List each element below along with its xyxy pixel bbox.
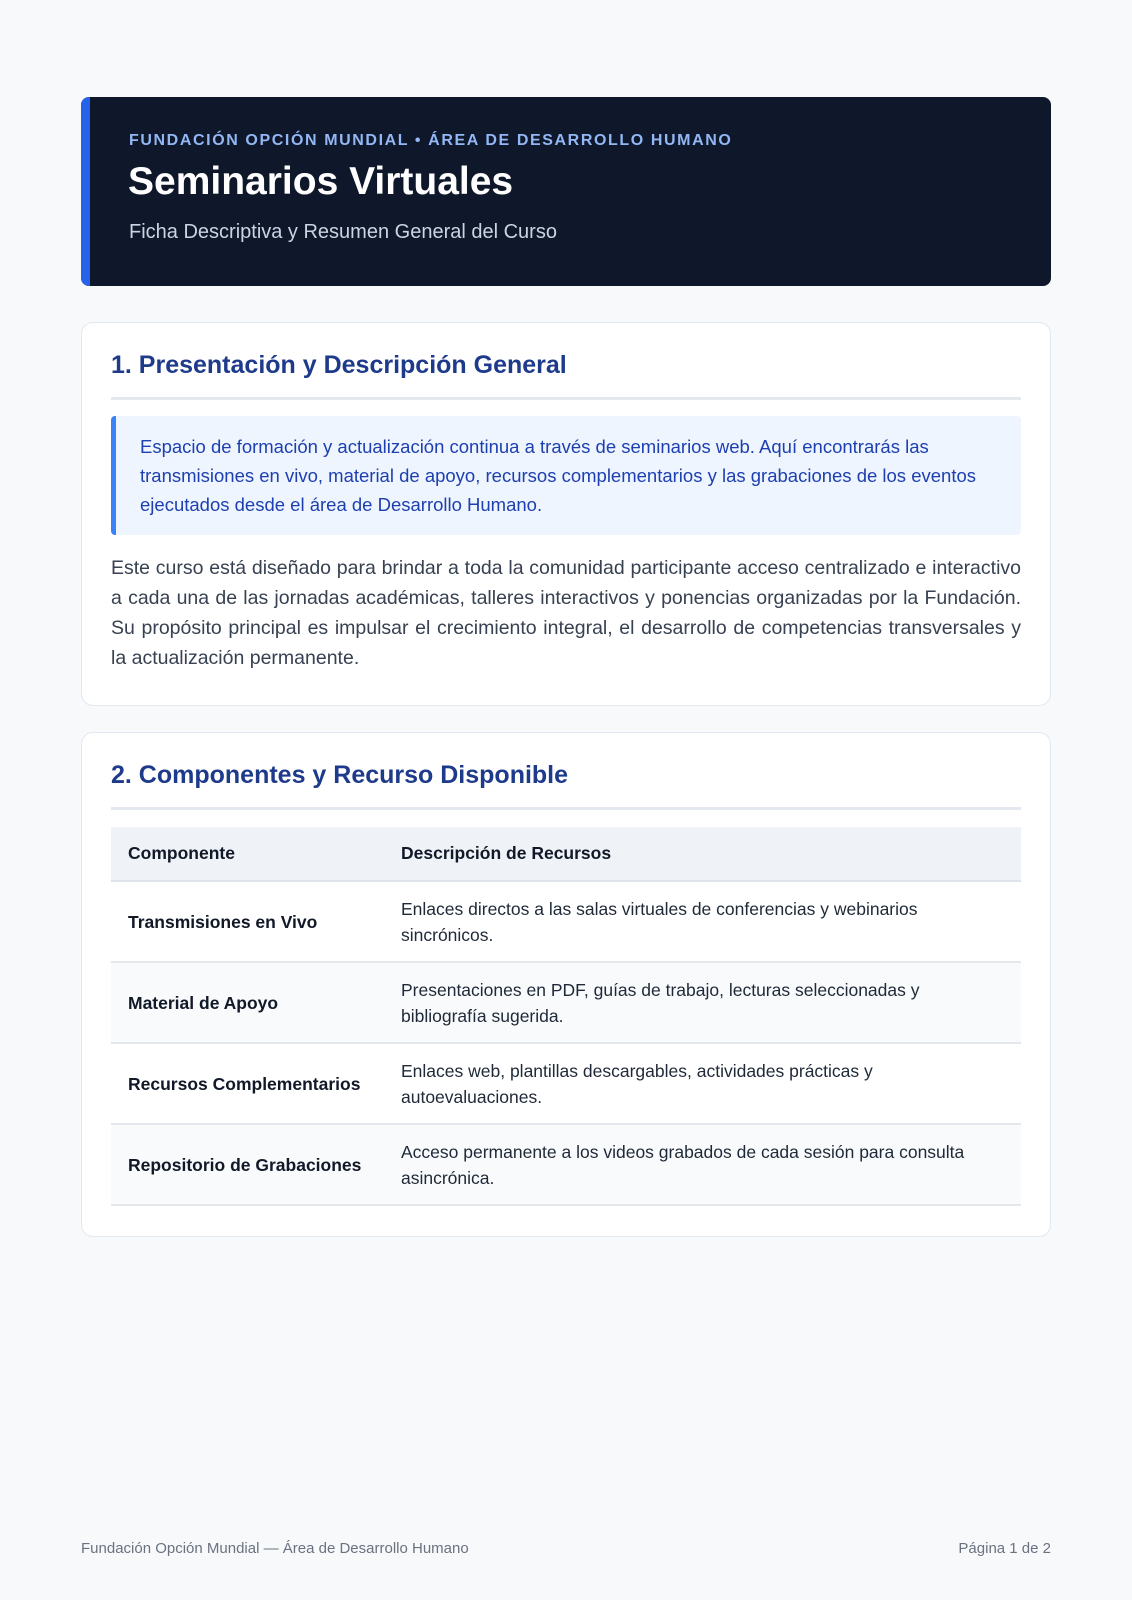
section-heading: 2. Componentes y Recurso Disponible — [111, 761, 569, 789]
section-overview — [81, 322, 1051, 706]
column-header-description: Descripción de Recursos — [384, 827, 1021, 881]
description-cell: Enlaces web, plantillas descargables, actividades prácticas y autoevaluaciones. — [384, 1043, 1021, 1124]
column-header-component: Componente — [111, 827, 384, 881]
table-row — [111, 962, 1021, 1043]
description-cell: Presentaciones en PDF, guías de trabajo, lecturas seleccionadas y bibliografía sugerida. — [384, 962, 1021, 1043]
page-number: Página 1 de 2 — [958, 1540, 1051, 1557]
section-components — [81, 732, 1051, 1237]
document-header — [81, 97, 1051, 286]
table-row — [111, 1124, 1021, 1205]
component-cell: Material de Apoyo — [111, 962, 384, 1043]
table-header-row — [111, 827, 1021, 881]
description-cell: Acceso permanente a los videos grabados de cada sesión para consulta asincrónica. — [384, 1124, 1021, 1205]
intro-callout: Espacio de formación y actualización continua a través de seminarios web. Aquí encontrarás las transmisiones en vivo, material de apoyo, recursos complementarios y las grabaciones de los eventos ejecutados desde el área de Desarrollo Humano. — [111, 416, 1021, 535]
heading-divider — [111, 397, 1021, 400]
heading-divider — [111, 807, 1021, 810]
organization-label: FUNDACIÓN OPCIÓN MUNDIAL • ÁREA DE DESARROLLO HUMANO — [129, 132, 733, 149]
header-accent-bar — [81, 97, 90, 286]
component-cell: Recursos Complementarios — [111, 1043, 384, 1124]
components-table — [111, 827, 1021, 1206]
table-row — [111, 881, 1021, 962]
footer-organization: Fundación Opción Mundial — Área de Desarrollo Humano — [81, 1540, 469, 1557]
table-row — [111, 1043, 1021, 1124]
component-cell: Repositorio de Grabaciones — [111, 1124, 384, 1205]
description-cell: Enlaces directos a las salas virtuales de conferencias y webinarios sincrónicos. — [384, 881, 1021, 962]
page-title: Seminarios Virtuales — [128, 160, 514, 203]
page-subtitle: Ficha Descriptiva y Resumen General del Curso — [129, 221, 557, 243]
component-cell: Transmisiones en Vivo — [111, 881, 384, 962]
description-paragraph: Este curso está diseñado para brindar a toda la comunidad participante acceso centralizado e interactivo a cada una de las jornadas académicas, talleres interactivos y ponencias organizadas por la Fundación. Su propósito principal es impulsar el crecimiento integral, el desarrollo de competencias transversales y la actualización permanente. — [111, 557, 1021, 669]
section-heading: 1. Presentación y Descripción General — [111, 351, 567, 379]
